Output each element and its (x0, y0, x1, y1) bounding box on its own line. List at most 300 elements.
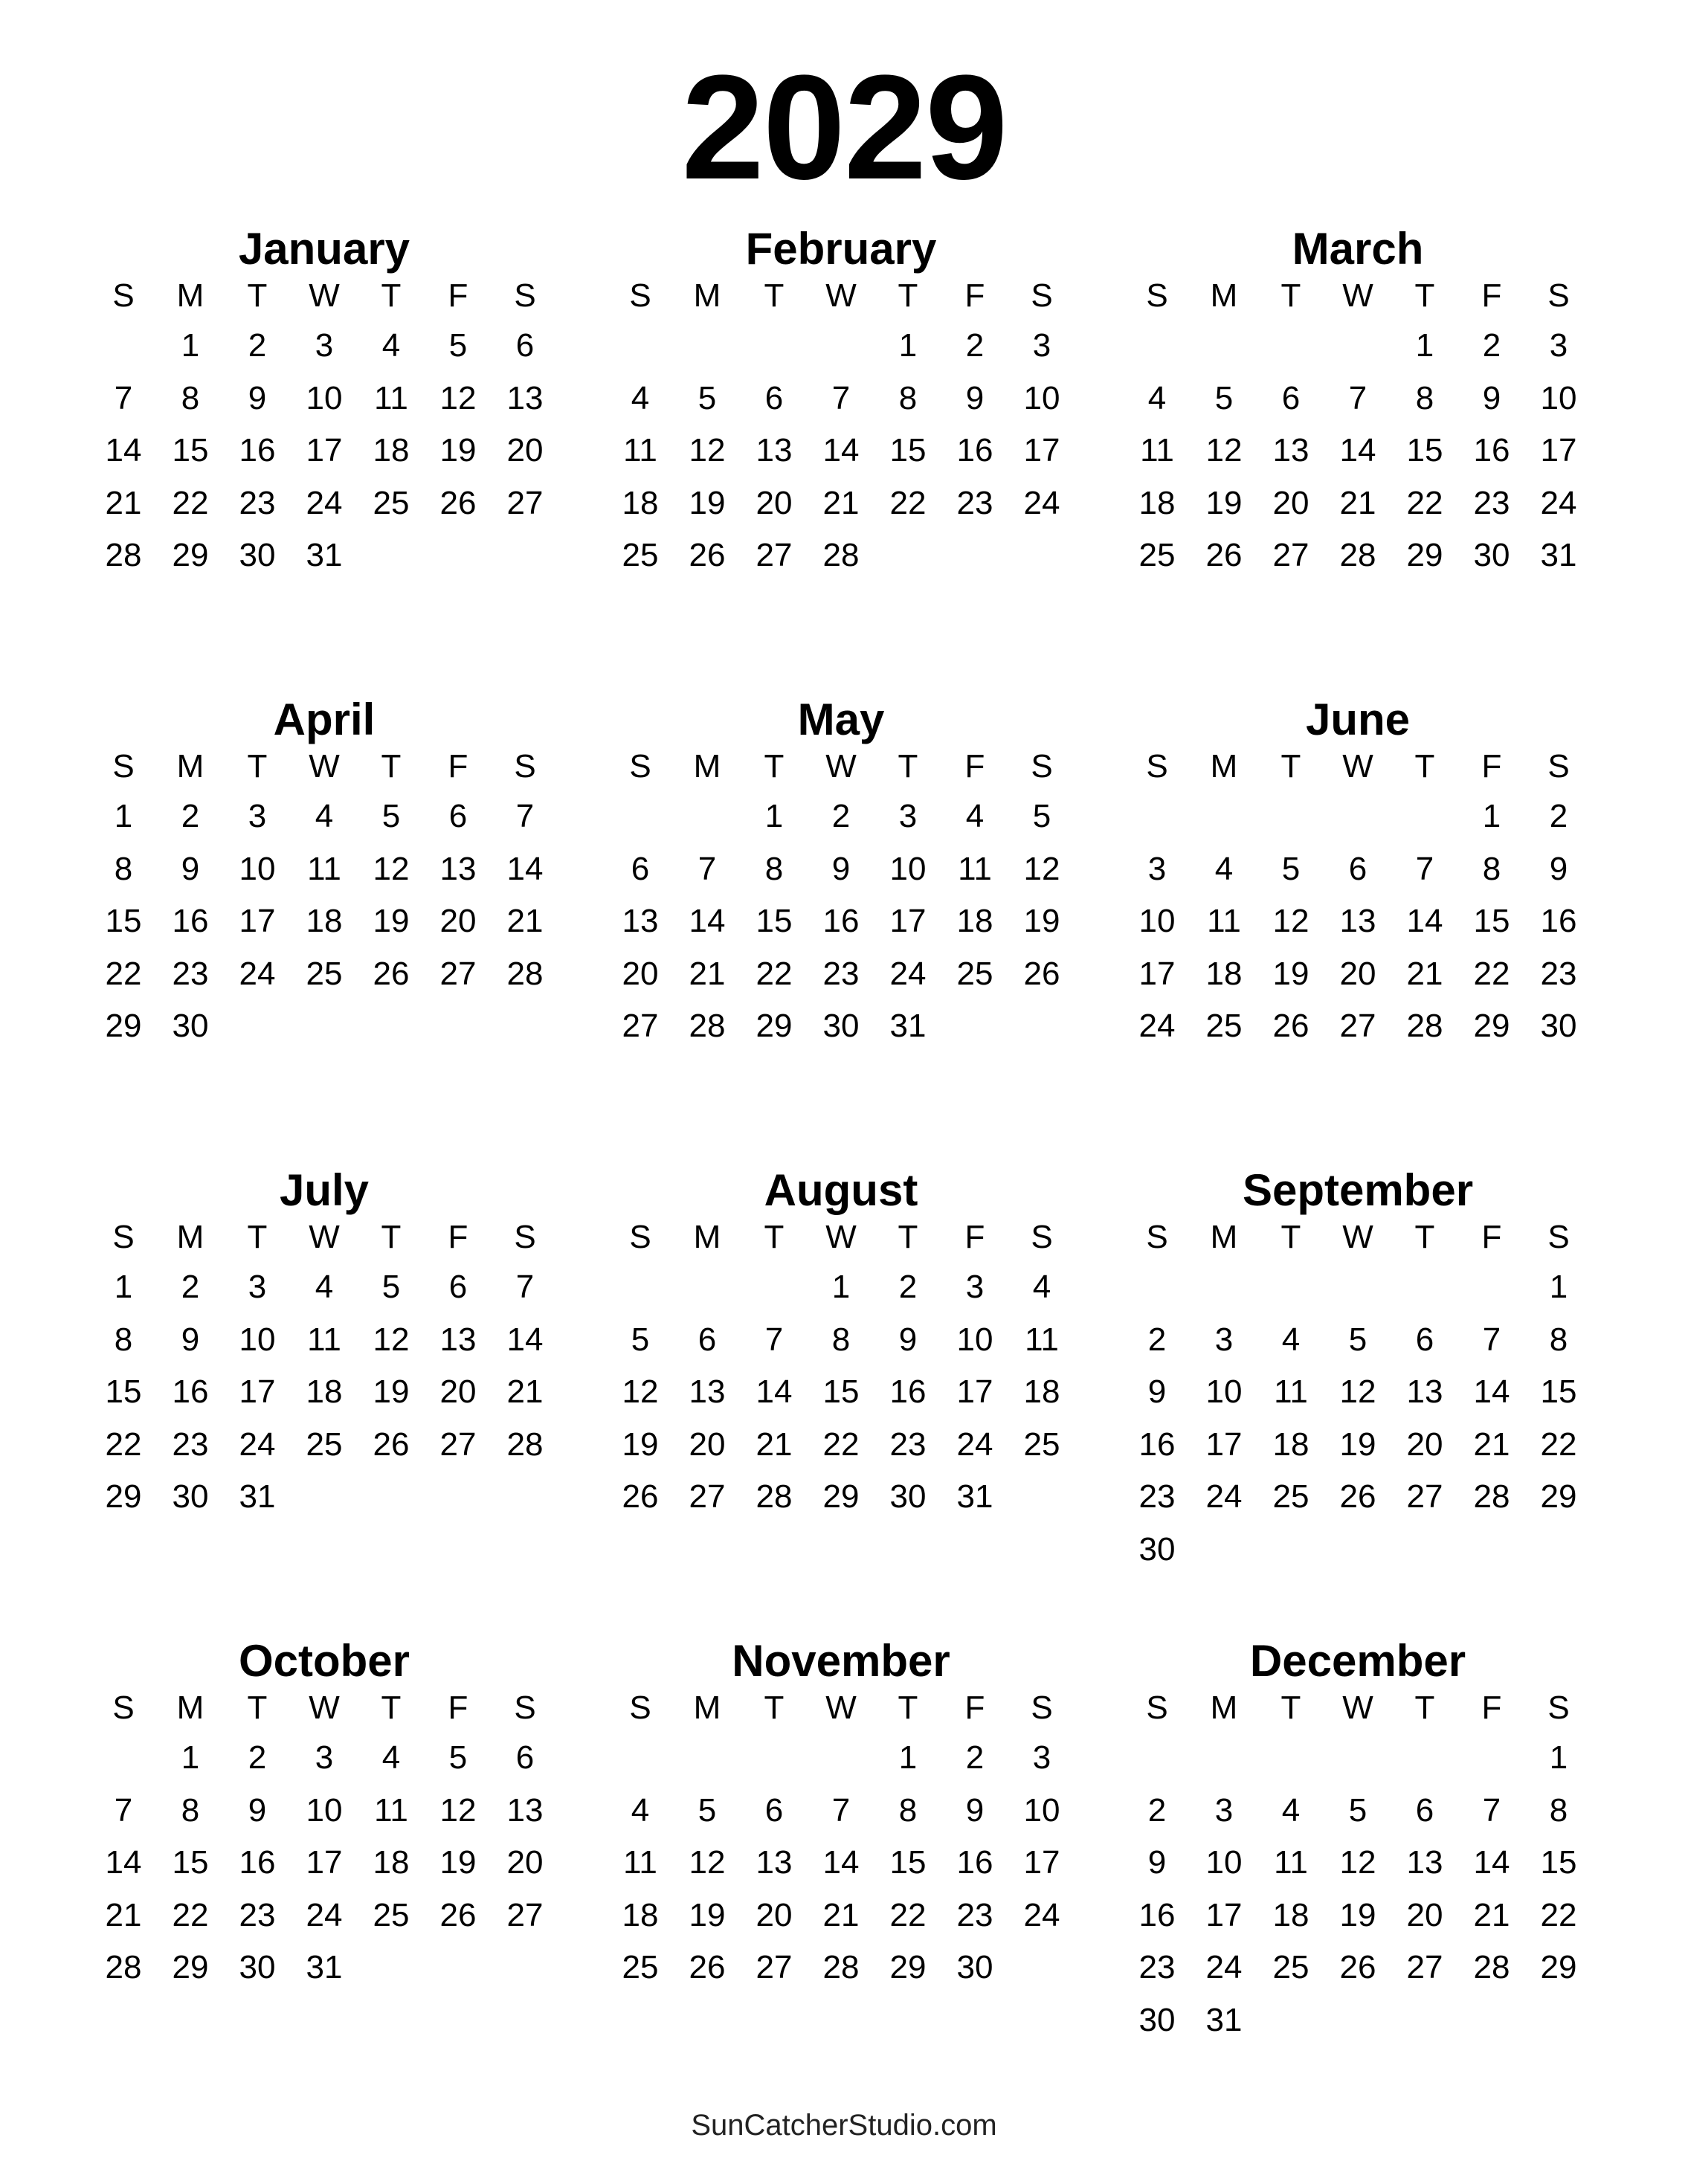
days-grid (90, 1261, 558, 1524)
day-cell: 28 (822, 1949, 860, 1985)
day-cell: 29 (105, 1008, 142, 1044)
weekday-label: W (309, 1689, 340, 1726)
day-cell: 20 (506, 1844, 544, 1881)
day-cell: 10 (889, 850, 927, 887)
weekday-label: T (247, 1219, 268, 1255)
day-cell: 16 (956, 1844, 993, 1881)
day-cell: 8 (1415, 379, 1434, 416)
day-cell: 3 (1147, 850, 1167, 887)
day-cell: 23 (239, 484, 276, 521)
day-cell: 2 (831, 798, 851, 834)
day-cell: 13 (622, 903, 659, 939)
weekday-label: S (112, 748, 135, 785)
weekday-label: W (1342, 277, 1373, 314)
day-cell: 16 (1138, 1426, 1176, 1463)
day-cell: 30 (1473, 537, 1510, 573)
day-cell: 29 (105, 1478, 142, 1515)
day-cell: 25 (622, 537, 659, 573)
day-cell: 27 (439, 955, 477, 992)
weekday-header (607, 744, 1075, 789)
weekday-label: S (629, 1219, 651, 1255)
weekday-header (90, 1215, 558, 1260)
day-cell: 14 (1406, 903, 1443, 939)
weekday-label: M (1210, 748, 1238, 785)
day-cell: 19 (1339, 1896, 1376, 1933)
weekday-label: S (1031, 277, 1053, 314)
month-name: August (764, 1165, 918, 1215)
day-cell: 11 (623, 432, 657, 468)
day-cell: 12 (1339, 1373, 1376, 1410)
day-cell: 4 (1147, 379, 1167, 416)
day-cell: 28 (506, 1426, 544, 1463)
day-cell: 19 (1205, 484, 1243, 521)
day-cell: 20 (756, 1896, 793, 1933)
day-cell: 31 (1540, 537, 1577, 573)
weekday-header (90, 744, 558, 789)
weekday-label: S (1031, 1689, 1053, 1726)
weekday-label: M (176, 748, 204, 785)
weekday-label: W (309, 277, 340, 314)
weekday-label: T (381, 1219, 402, 1255)
day-cell: 1 (181, 1739, 200, 1776)
day-cell: 22 (889, 1896, 927, 1933)
day-cell: 24 (306, 1896, 343, 1933)
day-cell: 13 (439, 850, 477, 887)
weekday-header (90, 274, 558, 318)
day-cell: 18 (1205, 955, 1243, 992)
day-cell: 18 (373, 1844, 410, 1881)
day-cell: 7 (515, 1269, 535, 1305)
day-cell: 16 (239, 1844, 276, 1881)
day-cell: 26 (689, 537, 726, 573)
day-cell: 13 (756, 1844, 793, 1881)
day-cell: 16 (889, 1373, 927, 1410)
weekday-label: T (764, 1219, 785, 1255)
weekday-label: M (693, 1689, 721, 1726)
day-cell: 30 (1138, 1530, 1176, 1568)
day-cell: 10 (1540, 379, 1577, 416)
day-cell: 17 (239, 1373, 276, 1410)
year-title: 2029 (681, 45, 1007, 210)
days-grid (1124, 1732, 1592, 2046)
day-cell: 9 (898, 1321, 918, 1358)
day-cell: 24 (889, 955, 927, 992)
day-cell: 30 (239, 537, 276, 573)
day-cell: 25 (1023, 1426, 1060, 1463)
day-cell: 13 (756, 432, 793, 468)
day-cell: 18 (622, 1896, 659, 1933)
day-cell: 7 (515, 798, 535, 834)
day-cell: 8 (1482, 850, 1501, 887)
weekday-header (607, 1686, 1075, 1730)
weekday-label: W (825, 748, 857, 785)
day-cell: 20 (439, 903, 477, 939)
day-cell: 21 (1473, 1896, 1510, 1933)
day-cell: 17 (889, 903, 927, 939)
day-cell: 1 (898, 1739, 918, 1776)
day-cell: 22 (1540, 1896, 1577, 1933)
day-cell: 26 (1272, 1008, 1310, 1044)
weekday-label: S (112, 1219, 135, 1255)
day-cell: 2 (965, 1739, 985, 1776)
weekday-label: M (693, 748, 721, 785)
day-cell: 17 (1023, 1844, 1060, 1881)
day-cell: 20 (439, 1373, 477, 1410)
day-cell: 14 (756, 1373, 793, 1410)
day-cell: 20 (689, 1426, 726, 1463)
weekday-label: M (176, 1219, 204, 1255)
day-cell: 11 (1274, 1844, 1308, 1881)
day-cell: 19 (373, 1373, 410, 1410)
day-cell: 30 (1540, 1008, 1577, 1044)
weekday-label: F (1481, 1689, 1502, 1726)
weekday-label: F (1481, 277, 1502, 314)
day-cell: 2 (965, 327, 985, 364)
day-cell: 5 (1281, 850, 1301, 887)
weekday-label: T (381, 277, 402, 314)
weekday-label: T (764, 1689, 785, 1726)
day-cell: 23 (1473, 484, 1510, 521)
day-cell: 19 (439, 1844, 477, 1881)
day-cell: 25 (1138, 537, 1176, 573)
days-grid (90, 790, 558, 1053)
day-cell: 21 (506, 1373, 544, 1410)
day-cell: 13 (1339, 903, 1376, 939)
day-cell: 13 (506, 1791, 544, 1829)
day-cell: 5 (698, 1791, 717, 1829)
weekday-label: M (693, 277, 721, 314)
day-cell: 6 (1348, 850, 1368, 887)
day-cell: 26 (1205, 537, 1243, 573)
day-cell: 3 (965, 1269, 985, 1305)
day-cell: 5 (631, 1321, 650, 1358)
day-cell: 21 (105, 1896, 142, 1933)
days-grid (1124, 1261, 1592, 1576)
weekday-label: T (247, 1689, 268, 1726)
day-cell: 7 (831, 1791, 851, 1829)
day-cell: 18 (1272, 1896, 1310, 1933)
day-cell: 27 (1406, 1478, 1443, 1515)
day-cell: 22 (105, 955, 142, 992)
day-cell: 25 (306, 955, 343, 992)
weekday-label: S (1031, 1219, 1053, 1255)
day-cell: 4 (315, 798, 334, 834)
day-cell: 21 (105, 484, 142, 521)
day-cell: 11 (958, 850, 992, 887)
day-cell: 2 (248, 1739, 267, 1776)
weekday-label: W (825, 1219, 857, 1255)
day-cell: 23 (1138, 1949, 1176, 1985)
day-cell: 2 (1147, 1791, 1167, 1829)
day-cell: 7 (1482, 1791, 1501, 1829)
day-cell: 30 (239, 1949, 276, 1985)
day-cell: 15 (105, 903, 142, 939)
day-cell: 29 (889, 1949, 927, 1985)
day-cell: 26 (373, 1426, 410, 1463)
day-cell: 6 (448, 1269, 468, 1305)
weekday-label: W (309, 1219, 340, 1255)
day-cell: 29 (1473, 1008, 1510, 1044)
day-cell: 14 (105, 1844, 142, 1881)
day-cell: 5 (1032, 798, 1051, 834)
day-cell: 12 (373, 1321, 410, 1358)
day-cell: 3 (1032, 1739, 1051, 1776)
weekday-header (1124, 744, 1592, 789)
month-name: March (1292, 224, 1424, 274)
days-grid (1124, 320, 1592, 582)
day-cell: 4 (381, 1739, 401, 1776)
day-cell: 28 (822, 537, 860, 573)
day-cell: 14 (689, 903, 726, 939)
day-cell: 8 (764, 850, 784, 887)
day-cell: 19 (1272, 955, 1310, 992)
day-cell: 11 (623, 1844, 657, 1881)
day-cell: 7 (764, 1321, 784, 1358)
day-cell: 31 (239, 1478, 276, 1515)
day-cell: 6 (515, 1739, 535, 1776)
day-cell: 21 (756, 1426, 793, 1463)
day-cell: 4 (315, 1269, 334, 1305)
day-cell: 26 (439, 1896, 477, 1933)
weekday-label: S (629, 277, 651, 314)
day-cell: 18 (622, 484, 659, 521)
weekday-label: T (1281, 748, 1301, 785)
day-cell: 1 (1549, 1269, 1568, 1305)
weekday-label: M (1210, 1219, 1238, 1255)
day-cell: 9 (248, 379, 267, 416)
day-cell: 15 (889, 432, 927, 468)
days-grid (90, 1732, 558, 1994)
weekday-label: S (514, 1219, 536, 1255)
day-cell: 21 (1473, 1426, 1510, 1463)
day-cell: 13 (506, 379, 544, 416)
days-grid (607, 790, 1075, 1053)
day-cell: 30 (1138, 2001, 1176, 2038)
day-cell: 2 (248, 327, 267, 364)
day-cell: 2 (1147, 1321, 1167, 1358)
day-cell: 20 (1406, 1426, 1443, 1463)
day-cell: 16 (239, 432, 276, 468)
day-cell: 17 (239, 903, 276, 939)
day-cell: 3 (1549, 327, 1568, 364)
day-cell: 23 (172, 955, 209, 992)
day-cell: 16 (172, 1373, 209, 1410)
days-grid (90, 320, 558, 582)
day-cell: 30 (172, 1008, 209, 1044)
day-cell: 18 (306, 903, 343, 939)
day-cell: 22 (172, 484, 209, 521)
day-cell: 9 (1549, 850, 1568, 887)
day-cell: 27 (756, 1949, 793, 1985)
day-cell: 23 (239, 1896, 276, 1933)
day-cell: 27 (622, 1008, 659, 1044)
day-cell: 8 (898, 379, 918, 416)
day-cell: 28 (1339, 537, 1376, 573)
day-cell: 4 (631, 379, 650, 416)
day-cell: 26 (1339, 1949, 1376, 1985)
footer-website: SunCatcherStudio.com (691, 2109, 997, 2142)
day-cell: 1 (1415, 327, 1434, 364)
day-cell: 24 (1205, 1478, 1243, 1515)
day-cell: 23 (172, 1426, 209, 1463)
weekday-label: F (448, 1689, 468, 1726)
day-cell: 2 (1549, 798, 1568, 834)
day-cell: 24 (1023, 1896, 1060, 1933)
weekday-label: T (381, 1689, 402, 1726)
day-cell: 20 (756, 484, 793, 521)
day-cell: 31 (1205, 2001, 1243, 2038)
day-cell: 27 (506, 484, 544, 521)
day-cell: 22 (1406, 484, 1443, 521)
month-name: October (238, 1636, 410, 1686)
day-cell: 9 (1147, 1844, 1167, 1881)
day-cell: 1 (764, 798, 784, 834)
weekday-label: F (448, 748, 468, 785)
day-cell: 3 (248, 798, 267, 834)
day-cell: 9 (831, 850, 851, 887)
weekday-label: S (1146, 1689, 1168, 1726)
weekday-label: T (1414, 1689, 1435, 1726)
weekday-label: T (247, 277, 268, 314)
day-cell: 8 (114, 1321, 133, 1358)
day-cell: 23 (1540, 955, 1577, 992)
weekday-header (607, 274, 1075, 318)
day-cell: 1 (1549, 1739, 1568, 1776)
day-cell: 22 (889, 484, 927, 521)
day-cell: 29 (1540, 1949, 1577, 1985)
day-cell: 4 (965, 798, 985, 834)
weekday-label: M (176, 1689, 204, 1726)
day-cell: 10 (956, 1321, 993, 1358)
weekday-label: S (1146, 1219, 1168, 1255)
day-cell: 5 (381, 1269, 401, 1305)
weekday-label: F (964, 277, 985, 314)
weekday-label: S (1547, 277, 1570, 314)
day-cell: 17 (956, 1373, 993, 1410)
month-name: February (745, 224, 937, 274)
day-cell: 10 (306, 379, 343, 416)
day-cell: 24 (1205, 1949, 1243, 1985)
day-cell: 25 (956, 955, 993, 992)
weekday-label: F (448, 277, 468, 314)
weekday-label: F (964, 748, 985, 785)
days-grid (607, 1261, 1075, 1524)
day-cell: 5 (698, 379, 717, 416)
day-cell: 5 (448, 1739, 468, 1776)
day-cell: 12 (1339, 1844, 1376, 1881)
day-cell: 6 (764, 1791, 784, 1829)
day-cell: 6 (764, 379, 784, 416)
day-cell: 26 (373, 955, 410, 992)
day-cell: 11 (1207, 903, 1241, 939)
day-cell: 17 (1138, 955, 1176, 992)
weekday-label: F (448, 1219, 468, 1255)
day-cell: 10 (239, 850, 276, 887)
days-grid (607, 1732, 1075, 1994)
day-cell: 21 (689, 955, 726, 992)
day-cell: 30 (956, 1949, 993, 1985)
day-cell: 15 (889, 1844, 927, 1881)
weekday-label: T (898, 277, 918, 314)
day-cell: 16 (1540, 903, 1577, 939)
day-cell: 21 (822, 484, 860, 521)
day-cell: 13 (439, 1321, 477, 1358)
day-cell: 22 (105, 1426, 142, 1463)
day-cell: 7 (1415, 850, 1434, 887)
day-cell: 4 (381, 327, 401, 364)
day-cell: 22 (1473, 955, 1510, 992)
day-cell: 16 (1473, 432, 1510, 468)
day-cell: 19 (439, 432, 477, 468)
day-cell: 18 (373, 432, 410, 468)
day-cell: 6 (448, 798, 468, 834)
day-cell: 3 (315, 1739, 334, 1776)
day-cell: 8 (831, 1321, 851, 1358)
day-cell: 23 (956, 1896, 993, 1933)
weekday-label: M (1210, 1689, 1238, 1726)
month-name: April (273, 695, 376, 744)
weekday-label: S (514, 1689, 536, 1726)
day-cell: 14 (822, 1844, 860, 1881)
day-cell: 9 (965, 379, 985, 416)
day-cell: 10 (1205, 1373, 1243, 1410)
day-cell: 20 (1406, 1896, 1443, 1933)
day-cell: 14 (1473, 1844, 1510, 1881)
day-cell: 15 (172, 432, 209, 468)
day-cell: 2 (1482, 327, 1501, 364)
weekday-label: T (898, 748, 918, 785)
day-cell: 17 (306, 1844, 343, 1881)
day-cell: 6 (1281, 379, 1301, 416)
day-cell: 15 (1540, 1844, 1577, 1881)
month-name: November (732, 1636, 950, 1686)
day-cell: 16 (822, 903, 860, 939)
day-cell: 12 (1205, 432, 1243, 468)
weekday-label: T (898, 1219, 918, 1255)
day-cell: 29 (172, 1949, 209, 1985)
day-cell: 29 (1406, 537, 1443, 573)
day-cell: 8 (181, 1791, 200, 1829)
day-cell: 10 (1205, 1844, 1243, 1881)
weekday-header (607, 1215, 1075, 1260)
day-cell: 3 (315, 327, 334, 364)
day-cell: 9 (1482, 379, 1501, 416)
weekday-label: T (898, 1689, 918, 1726)
day-cell: 24 (239, 955, 276, 992)
weekday-label: F (1481, 1219, 1502, 1255)
day-cell: 25 (622, 1949, 659, 1985)
day-cell: 7 (1482, 1321, 1501, 1358)
day-cell: 8 (1549, 1321, 1568, 1358)
day-cell: 14 (1339, 432, 1376, 468)
day-cell: 19 (373, 903, 410, 939)
day-cell: 19 (689, 1896, 726, 1933)
day-cell: 10 (239, 1321, 276, 1358)
day-cell: 10 (1138, 903, 1176, 939)
day-cell: 27 (1272, 537, 1310, 573)
month-name: January (238, 224, 410, 274)
day-cell: 12 (622, 1373, 659, 1410)
day-cell: 11 (1025, 1321, 1059, 1358)
day-cell: 31 (956, 1478, 993, 1515)
day-cell: 12 (689, 432, 726, 468)
day-cell: 17 (306, 432, 343, 468)
day-cell: 10 (1023, 379, 1060, 416)
day-cell: 10 (306, 1791, 343, 1829)
day-cell: 15 (172, 1844, 209, 1881)
day-cell: 22 (1540, 1426, 1577, 1463)
weekday-header (1124, 1215, 1592, 1260)
